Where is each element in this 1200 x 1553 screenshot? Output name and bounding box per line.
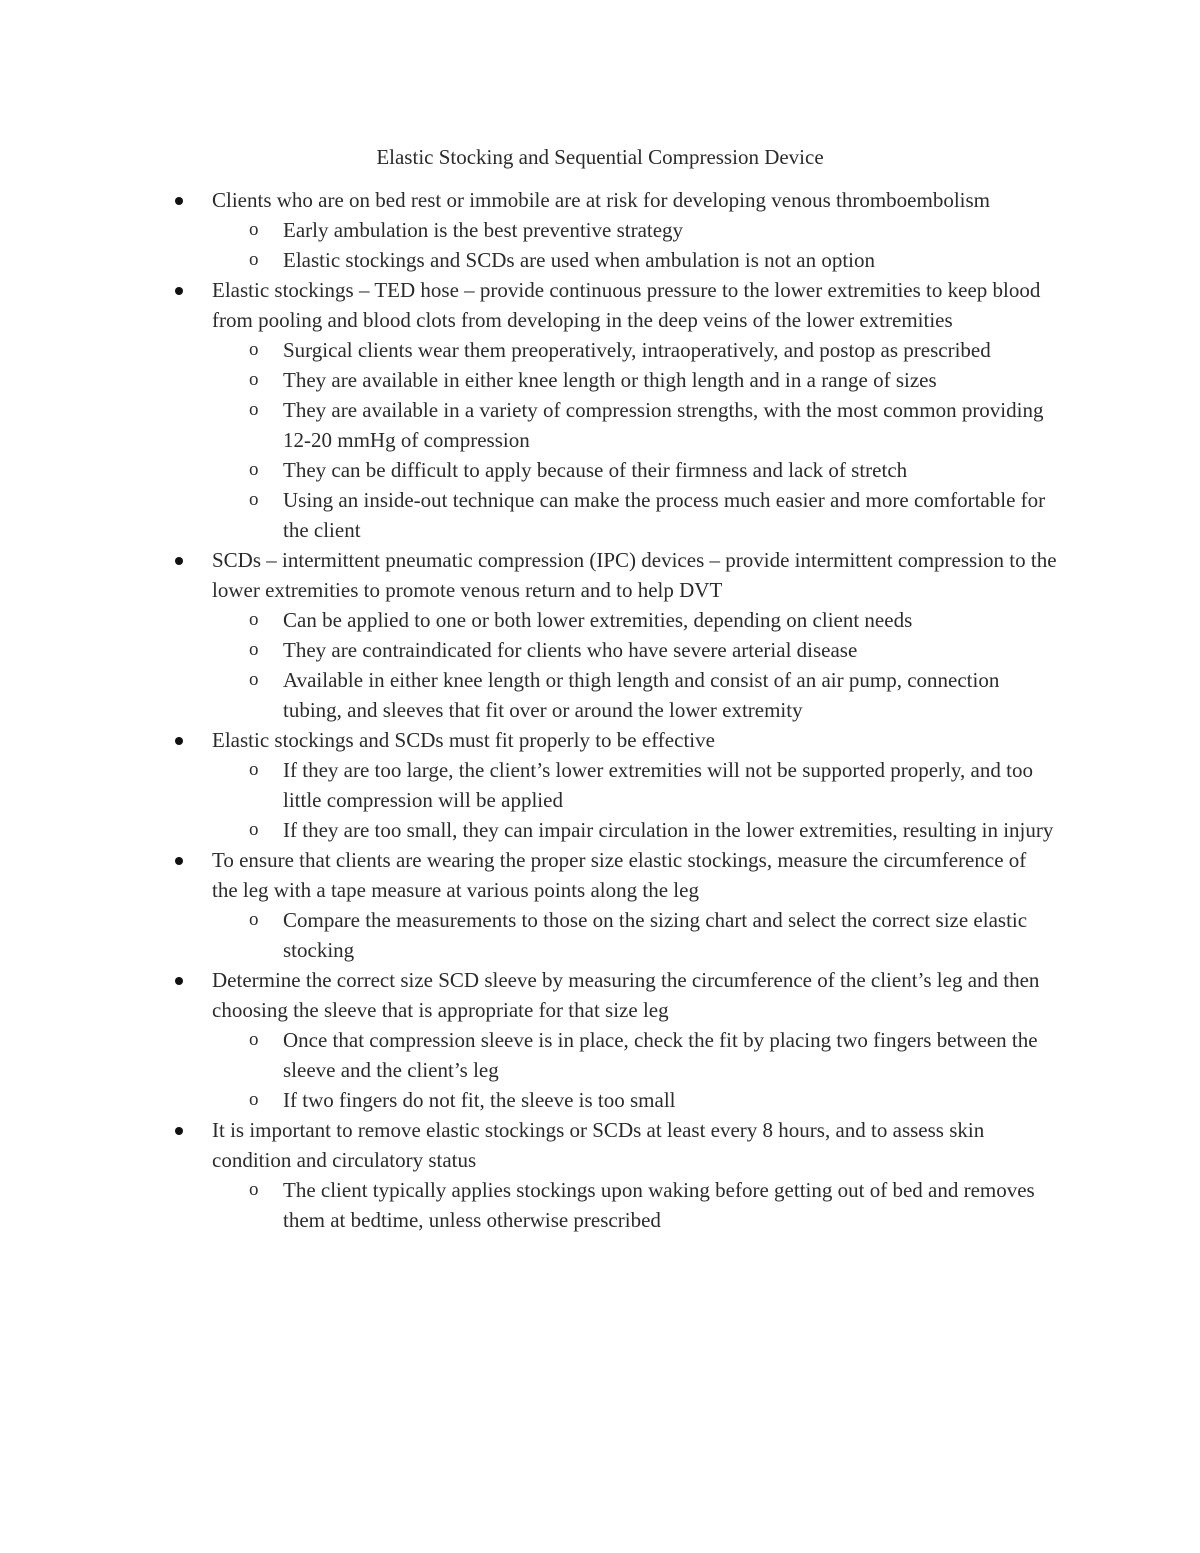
sub-bullet-item <box>0 395 1055 455</box>
sub-bullet-item <box>0 455 1055 485</box>
sub-bullet-list <box>212 905 1057 965</box>
sub-bullet-marker: o <box>249 639 259 660</box>
sub-bullet-text: If they are too large, the client’s lower extremities will not be supported properly, and too little compression will be applied <box>283 758 1033 812</box>
sub-bullet-text: Once that compression sleeve is in place, check the fit by placing two fingers between the sleeve and the client’s leg <box>283 1028 1038 1082</box>
sub-bullet-text: If they are too small, they can impair circulation in the lower extremities, resulting in injury <box>283 818 1054 842</box>
sub-bullet-text: Surgical clients wear them preoperatively, intraoperatively, and postop as prescribed <box>283 338 991 362</box>
sub-bullet-item <box>0 635 1055 665</box>
bullet-dot-icon <box>175 857 183 865</box>
document-body <box>0 185 1200 1235</box>
sub-bullet-text: Can be applied to one or both lower extremities, depending on client needs <box>283 608 913 632</box>
sub-bullet-marker: o <box>249 399 259 420</box>
sub-bullet-marker: o <box>249 909 259 930</box>
sub-bullet-list <box>212 1025 1057 1115</box>
sub-bullet-marker: o <box>249 609 259 630</box>
bullet-item <box>0 965 1057 1115</box>
bullet-dot-icon <box>175 557 183 565</box>
bullet-item <box>0 845 1057 965</box>
bullet-item <box>0 725 1057 845</box>
bullet-text: Clients who are on bed rest or immobile are at risk for developing venous thromboembolism <box>212 188 991 212</box>
sub-bullet-text: They are contraindicated for clients who have severe arterial disease <box>283 638 858 662</box>
sub-bullet-text: If two fingers do not fit, the sleeve is too small <box>283 1088 676 1112</box>
document-title: Elastic Stocking and Sequential Compression Device <box>376 145 824 169</box>
sub-bullet-marker: o <box>249 669 259 690</box>
sub-bullet-marker: o <box>249 249 259 270</box>
bullet-item <box>0 275 1057 545</box>
sub-bullet-text: Available in either knee length or thigh length and consist of an air pump, connection tubing, and sleeves that fit over or around the lower extremity <box>283 668 1000 722</box>
sub-bullet-text: Using an inside-out technique can make the process much easier and more comfortable for the client <box>283 488 1046 542</box>
sub-bullet-list <box>212 215 1057 275</box>
sub-bullet-marker: o <box>249 1179 259 1200</box>
sub-bullet-item <box>0 215 1055 245</box>
bullet-text: Elastic stockings and SCDs must fit properly to be effective <box>212 728 715 752</box>
sub-bullet-item <box>0 1085 1055 1115</box>
bullet-dot-icon <box>175 1127 183 1135</box>
sub-bullet-item <box>0 605 1055 635</box>
bullet-text: To ensure that clients are wearing the proper size elastic stockings, measure the circumference of the leg with a tape measure at various points along the leg <box>212 848 1027 902</box>
sub-bullet-text: Compare the measurements to those on the sizing chart and select the correct size elastic stocking <box>283 908 1028 962</box>
sub-bullet-item <box>0 1175 1055 1235</box>
bullet-text: Elastic stockings – TED hose – provide continuous pressure to the lower extremities to keep blood from pooling and blood clots from developing in the deep veins of the lower extremities <box>212 278 1041 332</box>
sub-bullet-list <box>212 755 1057 845</box>
sub-bullet-list <box>212 335 1057 545</box>
sub-bullet-item <box>0 485 1055 545</box>
bullet-item <box>0 545 1057 725</box>
sub-bullet-item <box>0 335 1055 365</box>
sub-bullet-item <box>0 245 1055 275</box>
bullet-dot-icon <box>175 977 183 985</box>
sub-bullet-text: They can be difficult to apply because of their firmness and lack of stretch <box>283 458 908 482</box>
bullet-item <box>0 185 1057 275</box>
sub-bullet-marker: o <box>249 219 259 240</box>
sub-bullet-text: The client typically applies stockings upon waking before getting out of bed and removes them at bedtime, unless otherwise prescribed <box>283 1178 1035 1232</box>
bullet-list <box>0 185 1200 1235</box>
sub-bullet-list <box>212 605 1057 725</box>
sub-bullet-item <box>0 815 1055 845</box>
sub-bullet-marker: o <box>249 1029 259 1050</box>
sub-bullet-marker: o <box>249 369 259 390</box>
sub-bullet-item <box>0 755 1055 815</box>
sub-bullet-text: They are available in either knee length or thigh length and in a range of sizes <box>283 368 937 392</box>
sub-bullet-marker: o <box>249 819 259 840</box>
sub-bullet-item <box>0 665 1055 725</box>
sub-bullet-item <box>0 365 1055 395</box>
sub-bullet-marker: o <box>249 1089 259 1110</box>
sub-bullet-marker: o <box>249 459 259 480</box>
sub-bullet-item <box>0 1025 1055 1085</box>
bullet-text: SCDs – intermittent pneumatic compression (IPC) devices – provide intermittent compression to the lower extremities to promote venous return and to help DVT <box>212 548 1057 602</box>
sub-bullet-text: Elastic stockings and SCDs are used when ambulation is not an option <box>283 248 875 272</box>
bullet-item <box>0 1115 1057 1235</box>
sub-bullet-marker: o <box>249 339 259 360</box>
bullet-dot-icon <box>175 197 183 205</box>
bullet-text: It is important to remove elastic stockings or SCDs at least every 8 hours, and to assess skin condition and circulatory status <box>212 1118 985 1172</box>
sub-bullet-item <box>0 905 1055 965</box>
sub-bullet-list <box>212 1175 1057 1235</box>
bullet-text: Determine the correct size SCD sleeve by measuring the circumference of the client’s leg and then choosing the sleeve that is appropriate for that size leg <box>212 968 1040 1022</box>
bullet-dot-icon <box>175 737 183 745</box>
sub-bullet-text: They are available in a variety of compression strengths, with the most common providing 12-20 mmHg of compression <box>283 398 1044 452</box>
sub-bullet-text: Early ambulation is the best preventive strategy <box>283 218 684 242</box>
sub-bullet-marker: o <box>249 759 259 780</box>
sub-bullet-marker: o <box>249 489 259 510</box>
bullet-dot-icon <box>175 287 183 295</box>
